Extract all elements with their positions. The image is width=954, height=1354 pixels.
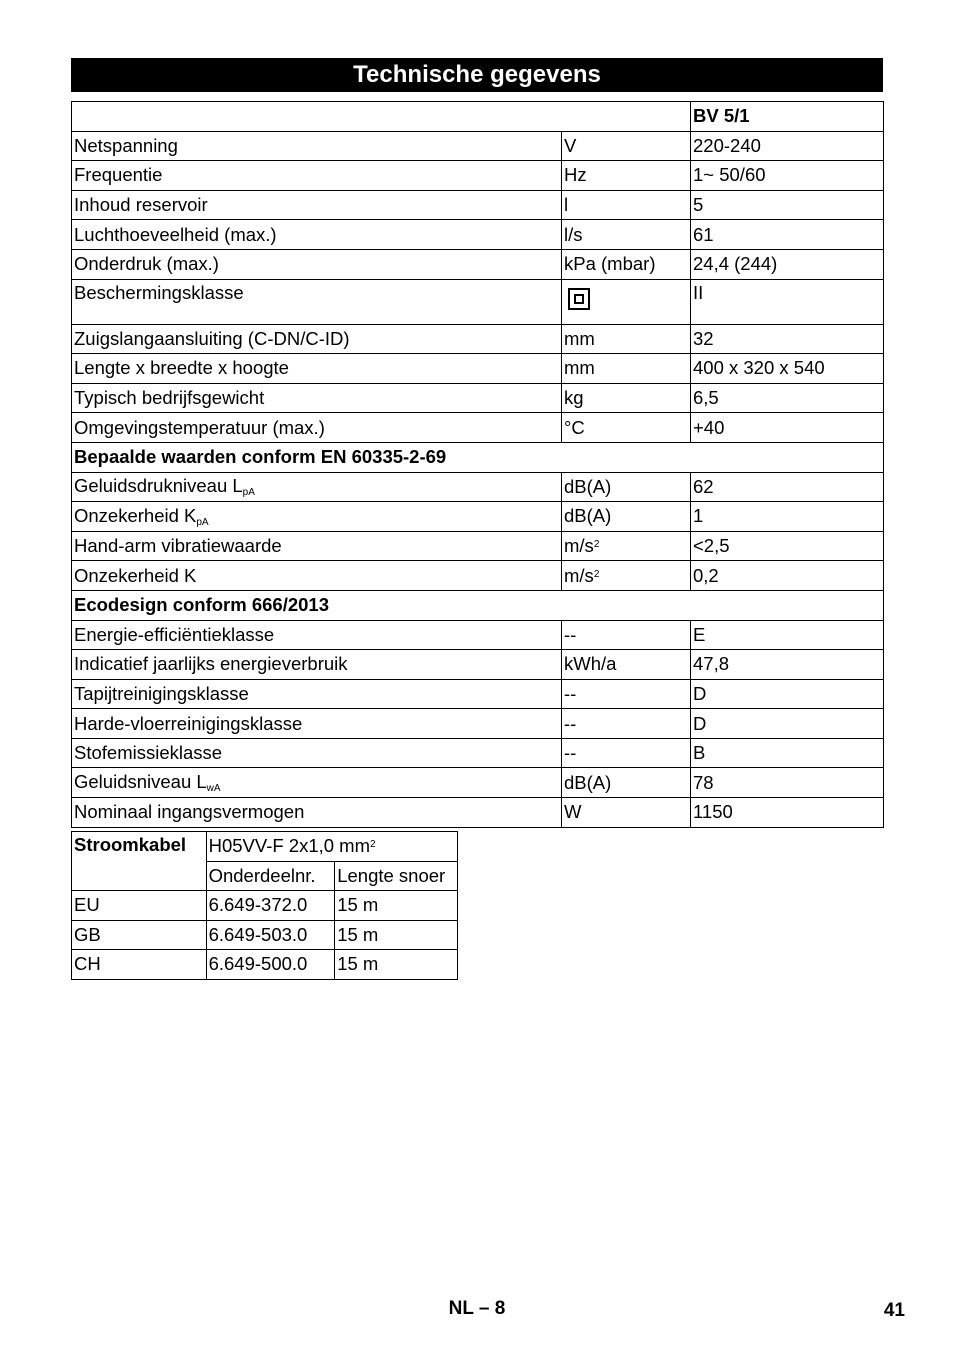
section-noise-title: Bepaalde waarden conform EN 60335-2-69 <box>72 442 884 472</box>
row-label: Zuigslangaansluiting (C-DN/C-ID) <box>72 324 562 354</box>
table-row <box>72 383 884 413</box>
section-header-row <box>72 590 884 620</box>
table-row <box>72 561 884 591</box>
section-header-row <box>72 442 884 472</box>
row-label: Typisch bedrijfsgewicht <box>72 383 562 413</box>
row-unit: V <box>562 131 691 161</box>
cable-length: 15 m <box>335 920 458 950</box>
row-value: 32 <box>691 324 884 354</box>
cable-part-number: 6.649-500.0 <box>206 950 335 980</box>
table-row <box>72 709 884 739</box>
row-unit: Hz <box>562 161 691 191</box>
footer-separator: – <box>478 1298 490 1319</box>
table-row <box>72 531 884 561</box>
power-cable-table <box>71 831 458 980</box>
row-label: Lengte x breedte x hoogte <box>72 354 562 384</box>
table-row <box>72 161 884 191</box>
row-value: 24,4 (244) <box>691 249 884 279</box>
row-label: Omgevingstemperatuur (max.) <box>72 413 562 443</box>
table-row <box>72 650 884 680</box>
page-title: Technische gegevens <box>71 58 883 92</box>
model-header: BV 5/1 <box>691 102 884 132</box>
table-row <box>72 798 884 828</box>
row-value: D <box>691 679 884 709</box>
row-unit: -- <box>562 679 691 709</box>
table-row <box>72 891 458 921</box>
row-label: Geluidsniveau $L_{wA}$ <box>72 768 562 798</box>
row-value: 1150 <box>691 798 884 828</box>
row-value: D <box>691 709 884 739</box>
row-value: 220-240 <box>691 131 884 161</box>
table-row <box>72 502 884 532</box>
row-unit: °C <box>562 413 691 443</box>
row-value: 400 x 320 x 540 <box>691 354 884 384</box>
table-row <box>72 279 884 324</box>
section-eco-title: Ecodesign conform 666/2013 <box>72 590 884 620</box>
cable-title: Stroomkabel <box>72 832 207 891</box>
row-unit: $m/s^2$ <box>562 561 691 591</box>
page-number: 41 <box>883 1300 905 1321</box>
table-row <box>72 249 884 279</box>
table-row <box>72 679 884 709</box>
row-label: Onderdruk (max.) <box>72 249 562 279</box>
row-value: 61 <box>691 220 884 250</box>
table-row <box>72 354 884 384</box>
table-row <box>72 413 884 443</box>
row-value: 47,8 <box>691 650 884 680</box>
row-unit: $m/s^2$ <box>562 531 691 561</box>
row-value: 78 <box>691 768 884 798</box>
row-unit: kWh/a <box>562 650 691 680</box>
row-label: Energie-efficiëntieklasse <box>72 620 562 650</box>
table-row <box>72 768 884 798</box>
table-row <box>72 950 458 980</box>
row-value: +40 <box>691 413 884 443</box>
row-unit: W <box>562 798 691 828</box>
row-unit: l/s <box>562 220 691 250</box>
row-label: Netspanning <box>72 131 562 161</box>
row-label: Indicatief jaarlijks energieverbruik <box>72 650 562 680</box>
table-row <box>72 620 884 650</box>
row-value: E <box>691 620 884 650</box>
table-header-row <box>72 102 884 132</box>
technical-data-table <box>71 101 884 828</box>
row-unit: dB(A) <box>562 502 691 532</box>
row-label: Onzekerheid $K_{pA}$ <box>72 502 562 532</box>
row-label: Onzekerheid K <box>72 561 562 591</box>
row-value: 62 <box>691 472 884 502</box>
row-value: II <box>691 279 884 324</box>
table-row <box>72 220 884 250</box>
row-label: Beschermingsklasse <box>72 279 562 324</box>
footer-section <box>0 1298 954 1320</box>
cable-length: 15 m <box>335 950 458 980</box>
cable-region: CH <box>72 950 207 980</box>
row-unit: -- <box>562 620 691 650</box>
cable-length: 15 m <box>335 891 458 921</box>
row-unit: -- <box>562 738 691 768</box>
row-label: Inhoud reservoir <box>72 190 562 220</box>
row-value: 0,2 <box>691 561 884 591</box>
table-row <box>72 131 884 161</box>
row-label: Geluidsdrukniveau $L_{pA}$ <box>72 472 562 502</box>
protection-class-ii-icon <box>568 288 590 310</box>
row-unit: -- <box>562 709 691 739</box>
cable-header-row <box>72 832 458 862</box>
row-unit: mm <box>562 324 691 354</box>
row-label: Nominaal ingangsvermogen <box>72 798 562 828</box>
row-label: Harde-vloerreinigingsklasse <box>72 709 562 739</box>
row-unit: mm <box>562 354 691 384</box>
row-unit: kPa (mbar) <box>562 249 691 279</box>
cable-part-number: 6.649-372.0 <box>206 891 335 921</box>
table-row <box>72 738 884 768</box>
row-value: B <box>691 738 884 768</box>
cable-part-number: 6.649-503.0 <box>206 920 335 950</box>
table-row <box>72 190 884 220</box>
row-unit <box>562 279 691 324</box>
row-label: Hand-arm vibratiewaarde <box>72 531 562 561</box>
footer-section-page: 8 <box>494 1298 506 1319</box>
row-unit: l <box>562 190 691 220</box>
table-row <box>72 324 884 354</box>
cable-region: EU <box>72 891 207 921</box>
cable-type: H05VV-F 2x1,0 $mm^2$ <box>206 832 457 862</box>
row-value: 6,5 <box>691 383 884 413</box>
row-unit: kg <box>562 383 691 413</box>
row-value: 1 <box>691 502 884 532</box>
row-unit: dB(A) <box>562 768 691 798</box>
row-value: 5 <box>691 190 884 220</box>
row-value: <2,5 <box>691 531 884 561</box>
col-length-header: Lengte snoer <box>335 861 458 891</box>
table-row <box>72 472 884 502</box>
row-value: 1~ 50/60 <box>691 161 884 191</box>
cable-region: GB <box>72 920 207 950</box>
row-label: Tapijtreinigingsklasse <box>72 679 562 709</box>
header-empty-cell <box>72 102 691 132</box>
table-row <box>72 920 458 950</box>
col-part-header: Onderdeelnr. <box>206 861 335 891</box>
row-label: Stofemissieklasse <box>72 738 562 768</box>
row-unit: dB(A) <box>562 472 691 502</box>
footer-language: NL <box>448 1298 474 1319</box>
row-label: Frequentie <box>72 161 562 191</box>
row-label: Luchthoeveelheid (max.) <box>72 220 562 250</box>
